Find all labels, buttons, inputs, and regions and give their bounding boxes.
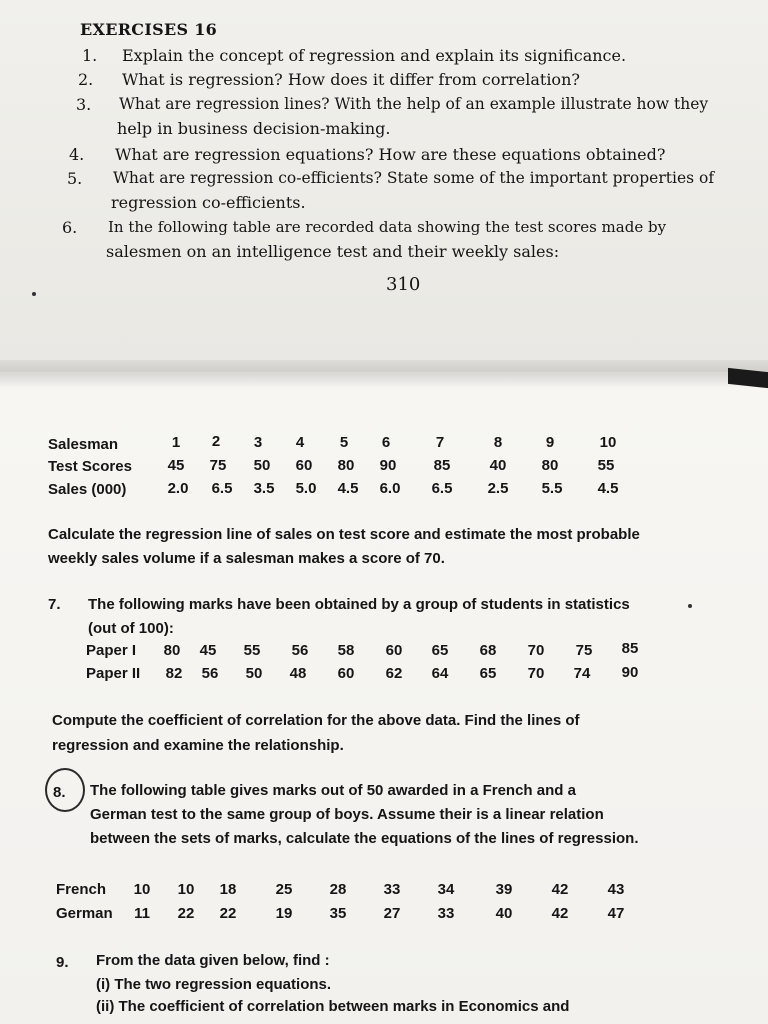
question-number: 9. — [56, 954, 69, 971]
question-number: 7. — [48, 596, 61, 613]
question-text: What is regression? How does it differ from correlation? — [122, 70, 580, 89]
table-cell: 33 — [383, 881, 401, 898]
question-text: (out of 100): — [88, 620, 174, 637]
table-cell: 55 — [243, 642, 261, 659]
table-row-label: German — [56, 905, 113, 922]
table-cell: 60 — [385, 642, 403, 659]
table-cell: 48 — [289, 665, 307, 682]
table-cell: 10 — [599, 434, 617, 451]
list-item: (i) The two regression equations. — [96, 976, 332, 993]
table-cell: 45 — [167, 457, 185, 474]
question-text: weekly sales volume if a salesman makes a score of 70. — [48, 550, 445, 567]
table-cell: 3 — [253, 434, 263, 451]
table-row-label: Test Scores — [48, 458, 132, 475]
question-number: 2. — [78, 70, 94, 89]
table-cell: 2.5 — [487, 480, 509, 497]
table-cell: 90 — [379, 457, 397, 474]
table-cell: 6.5 — [431, 480, 453, 497]
table-cell: 58 — [337, 642, 355, 659]
table-cell: 43 — [607, 881, 625, 898]
table-cell: 80 — [541, 457, 559, 474]
table-cell: 75 — [575, 642, 593, 659]
table-cell: 19 — [275, 905, 293, 922]
table-cell: 55 — [597, 457, 615, 474]
question-text: regression co-efficients. — [111, 193, 306, 212]
table-cell: 33 — [437, 905, 455, 922]
table-cell: 5.0 — [295, 480, 317, 497]
table-cell: 9 — [545, 434, 555, 451]
table-cell: 50 — [245, 665, 263, 682]
table-row-label: Sales (000) — [48, 481, 127, 498]
table-cell: 22 — [219, 905, 237, 922]
exercise-heading: EXERCISES 16 — [80, 20, 218, 39]
table-cell: 82 — [165, 665, 183, 682]
table-cell: 22 — [177, 905, 195, 922]
question-text: The following table gives marks out of 50 awarded in a French and a — [90, 782, 576, 799]
table-cell: 90 — [621, 664, 639, 681]
question-text: What are regression lines? With the help of an example illustrate how they — [119, 95, 709, 113]
table-cell: 6.0 — [379, 480, 401, 497]
table-cell: 27 — [383, 905, 401, 922]
question-number: 3. — [76, 95, 92, 114]
table-cell: 10 — [133, 881, 151, 898]
question-text: Calculate the regression line of sales on test score and estimate the most probable — [48, 526, 640, 543]
question-text: salesmen on an intelligence test and their weekly sales: — [106, 242, 560, 261]
table-cell: 6.5 — [211, 480, 233, 497]
table-row-label: Salesman — [48, 436, 119, 453]
table-cell: 60 — [295, 457, 313, 474]
table-row-label: French — [56, 881, 107, 898]
question-text: What are regression co-efficients? State some of the important properties of — [113, 169, 715, 187]
table-cell: 65 — [431, 642, 449, 659]
table-cell: 65 — [479, 665, 497, 682]
table-cell: 10 — [177, 881, 195, 898]
table-row-label: Paper II — [86, 665, 141, 682]
table-cell: 39 — [495, 881, 513, 898]
table-cell: 28 — [329, 881, 347, 898]
table-cell: 2.0 — [167, 480, 189, 497]
question-text: Compute the coefficient of correlation for the above data. Find the lines of — [52, 712, 580, 729]
question-text: help in business decision-making. — [117, 119, 391, 138]
table-cell: 8 — [493, 434, 503, 451]
table-cell: 3.5 — [253, 480, 275, 497]
stray-mark — [32, 292, 36, 296]
question-number: 5. — [67, 169, 83, 188]
question-text: The following marks have been obtained by a group of students in statistics — [88, 596, 630, 613]
table-cell: 5.5 — [541, 480, 563, 497]
table-cell: 68 — [479, 642, 497, 659]
table-cell: 85 — [433, 457, 451, 474]
table-cell: 56 — [201, 665, 219, 682]
table-cell: 11 — [134, 905, 150, 922]
table-cell: 40 — [489, 457, 507, 474]
table-row-label: Paper I — [86, 642, 137, 659]
table-cell: 74 — [573, 665, 591, 682]
table-cell: 62 — [385, 665, 403, 682]
table-cell: 85 — [621, 640, 639, 657]
table-cell: 60 — [337, 665, 355, 682]
question-text: In the following table are recorded data showing the test scores made by — [108, 218, 667, 236]
table-cell: 64 — [431, 665, 449, 682]
question-number: 6. — [62, 218, 78, 237]
question-number: 8. — [53, 784, 66, 801]
table-cell: 5 — [339, 434, 349, 451]
question-text: between the sets of marks, calculate the equations of the lines of regression. — [90, 830, 639, 847]
table-cell: 56 — [291, 642, 309, 659]
table-cell: 34 — [437, 881, 455, 898]
table-cell: 2 — [211, 433, 221, 450]
stray-mark — [688, 604, 692, 608]
question-text: Explain the concept of regression and explain its significance. — [122, 46, 627, 65]
table-cell: 4 — [295, 434, 305, 451]
question-number: 4. — [69, 145, 85, 164]
table-cell: 40 — [495, 905, 513, 922]
table-cell: 35 — [329, 905, 347, 922]
table-cell: 42 — [551, 881, 569, 898]
page-fold-shadow — [0, 360, 768, 388]
table-cell: 75 — [209, 457, 227, 474]
question-text: What are regression equations? How are these equations obtained? — [115, 145, 666, 164]
table-cell: 7 — [435, 434, 445, 451]
question-text: From the data given below, find : — [96, 952, 330, 969]
question-number: 1. — [82, 46, 98, 65]
table-cell: 80 — [337, 457, 355, 474]
question-text: regression and examine the relationship. — [52, 737, 344, 754]
table-cell: 18 — [219, 881, 237, 898]
table-cell: 70 — [527, 642, 545, 659]
list-item: (ii) The coefficient of correlation between marks in Economics and — [96, 998, 570, 1015]
table-cell: 25 — [275, 881, 293, 898]
table-cell: 6 — [381, 434, 391, 451]
table-cell: 45 — [199, 642, 217, 659]
page-number: 310 — [386, 274, 421, 295]
table-cell: 70 — [527, 665, 545, 682]
table-cell: 80 — [163, 642, 181, 659]
table-cell: 42 — [551, 905, 569, 922]
table-cell: 47 — [607, 905, 625, 922]
table-cell: 4.5 — [337, 480, 359, 497]
table-cell: 4.5 — [597, 480, 619, 497]
table-cell: 1 — [171, 434, 181, 451]
table-cell: 50 — [253, 457, 271, 474]
question-text: German test to the same group of boys. Assume their is a linear relation — [90, 806, 604, 823]
